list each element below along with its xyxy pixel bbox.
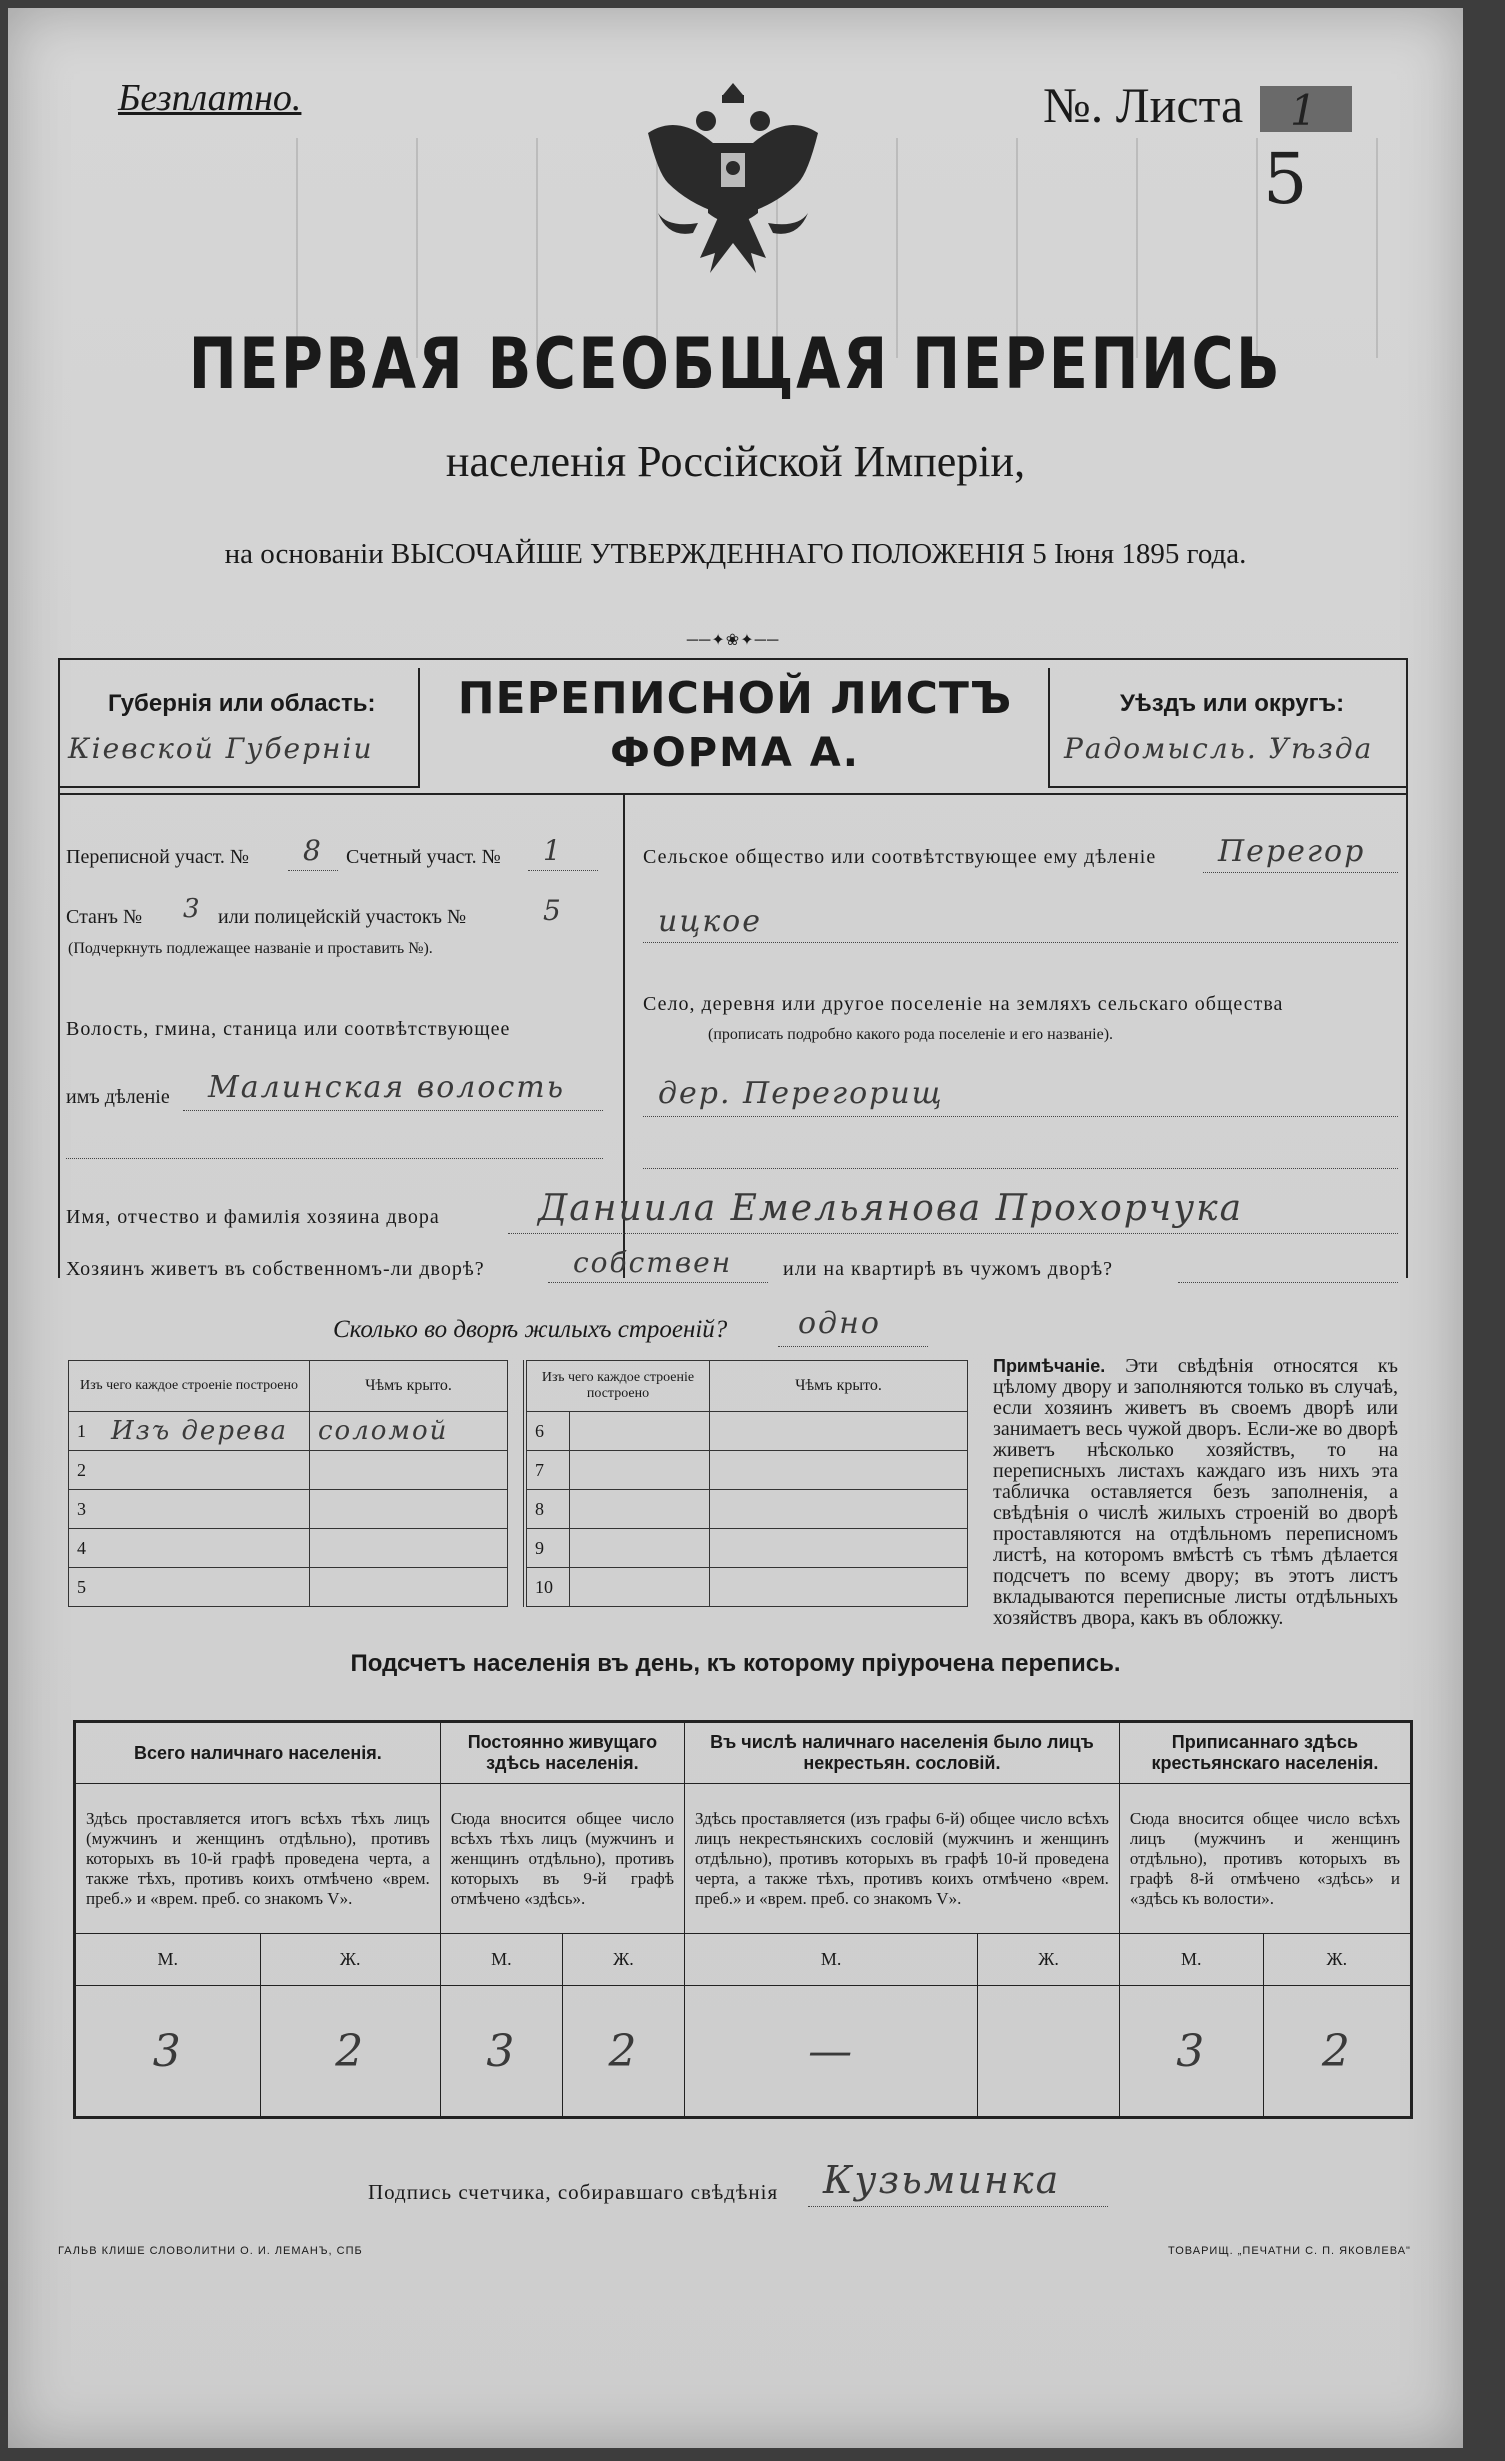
subtitle: населенія Россійской Имперіи, (445, 437, 1026, 486)
building-roof (310, 1568, 508, 1607)
owner-name-value: Даниила Емельянова Прохорчука (538, 1188, 1244, 1229)
count-area-line (528, 870, 598, 871)
eagle-emblem-icon (628, 63, 838, 293)
population-col-title: Приписаннаго здѣсь крестьянскаго населенія. (1119, 1722, 1411, 1784)
volost-line-1 (183, 1110, 603, 1111)
building-material (103, 1568, 310, 1607)
division-label: имъ дѣленіе (66, 1086, 170, 1108)
village-line-2 (643, 1168, 1398, 1169)
society-value-2: ицкое (658, 904, 762, 939)
buildings-table-right-header (525, 1361, 968, 1412)
ornament-divider: ──✦❀✦── (686, 632, 780, 649)
female-header: Ж. (1263, 1934, 1411, 1986)
count-area-label: Счетный участ. № (346, 846, 501, 868)
building-row-number: 3 (69, 1490, 104, 1529)
buildings-table-right (523, 1360, 968, 1607)
building-material (103, 1490, 310, 1529)
male-header: М. (75, 1934, 261, 1986)
footer-left: ГАЛЬВ КЛИШЕ СЛОВОЛИТНИ О. И. ЛЕМАНЪ, СПБ (58, 2245, 363, 2257)
basis-line: на основаніи ВЫСОЧАЙШЕ УТВЕРЖДЕННАГО ПОЛОЖЕНІЯ 5 Іюня 1895 года. (224, 538, 1247, 570)
population-desc-row (75, 1784, 1412, 1934)
male-header: М. (685, 1934, 978, 1986)
building-roof (310, 1529, 508, 1568)
census-sheet (8, 8, 1463, 2448)
frame-mid-h (58, 793, 1408, 795)
buildings-count-label: Сколько во дворѣ жилыхъ строеній? (333, 1316, 728, 1343)
population-title-row (75, 1722, 1412, 1784)
free-label: Безплатно. (118, 77, 302, 119)
population-value-row (75, 1986, 1412, 2118)
male-count: 3 (440, 1986, 562, 2118)
building-row (525, 1568, 968, 1607)
female-count (978, 1986, 1120, 2118)
population-col-title: Въ числѣ наличнаго населенія было лицъ некрестьян. сословій. (685, 1722, 1120, 1784)
building-material: Изъ дерева (103, 1412, 310, 1451)
population-col-title: Всего наличнаго населенія. (75, 1722, 441, 1784)
district-box (1048, 668, 1408, 788)
male-header: М. (1119, 1934, 1263, 1986)
population-col-desc: Здѣсь проставляется (изъ графы 6-й) общее число всѣхъ лицъ некрестьянскихъ сословій (мужчинъ и женщинъ отдѣльно), противъ которыхъ въ графѣ 10-й проведена черта, а также тѣхъ, противъ коихъ отмѣчено «врем. преб.» и «врем. преб. со знакомъ V». (685, 1784, 1120, 1934)
note-title: Примѣчаніе. (993, 1356, 1106, 1376)
col-roof-header: Чѣмъ крыто. (710, 1361, 968, 1412)
col-material-header: Изъ чего каждое строеніе построено (525, 1361, 710, 1412)
page-number: 5 (1263, 138, 1310, 220)
signature-value: Кузьминка (823, 2158, 1061, 2202)
form-name: ПЕРЕПИСНОЙ ЛИСТЪ (457, 673, 1013, 724)
census-area-value: 8 (303, 834, 323, 867)
building-row-number: 5 (69, 1568, 104, 1607)
population-table (73, 1720, 1413, 2119)
village-note: (прописать подробно какого рода поселеніе и его названіе). (708, 1026, 1114, 1043)
building-row (69, 1529, 508, 1568)
village-value: дер. Перегорищ (658, 1076, 944, 1111)
building-row-number: 9 (525, 1529, 570, 1568)
building-row-number: 4 (69, 1529, 104, 1568)
building-roof (310, 1490, 508, 1529)
female-header: Ж. (260, 1934, 440, 1986)
count-area-value: 1 (543, 834, 563, 867)
signature-label: Подпись счетчика, собиравшаго свѣдѣнія (368, 2180, 779, 2204)
district-label: Уѣздъ или округъ: (1120, 690, 1345, 717)
building-row (69, 1412, 508, 1451)
frame-top-left (58, 658, 1408, 660)
society-line-2 (643, 942, 1398, 943)
rent-line (1178, 1282, 1398, 1283)
buildings-note (993, 1356, 1398, 1629)
volost-label: Волость, гмина, станица или соотвѣтствующее (66, 1018, 511, 1040)
police-label: или полицейскій участокъ № (218, 906, 467, 928)
police-value: 5 (543, 894, 563, 927)
col-material-header: Изъ чего каждое строеніе построено (69, 1361, 310, 1412)
building-row (525, 1529, 968, 1568)
note-text: Эти свѣдѣнія относятся къ цѣлому двору и заполняются только въ случаѣ, если хозяинъ живетъ въ своемъ дворѣ или занимаетъ весь чужой дворъ. Если-же во дворѣ живетъ нѣсколько хозяйствъ, то на переписныхъ листахъ каждаго изъ нихъ эта табличка оставляется безъ заполненія, а свѣдѣнія о числѣ жилыхъ строеній во дворѣ проставляются на отдѣльномъ переписномъ листѣ, на которомъ вмѣстѣ съ тѣмъ дѣлается подсчетъ по всему двору; въ этотъ листъ вкладываются переписные листы отдѣльныхъ хозяйствъ двора, какъ въ обложку. (993, 1355, 1398, 1629)
female-count: 2 (1263, 1986, 1411, 2118)
female-header: Ж. (562, 1934, 684, 1986)
society-line-1 (1203, 872, 1398, 873)
building-row-number: 6 (525, 1412, 570, 1451)
own-yard-value: собствен (573, 1246, 733, 1279)
population-col-desc: Здѣсь проставляется итогъ всѣхъ тѣхъ лицъ (мужчинъ и женщинъ отдѣльно), противъ которыхъ въ 10-й графѣ проведена черта, а также тѣхъ, противъ коихъ отмѣчено «врем. преб.» и «врем. преб. со знакомъ V». (75, 1784, 441, 1934)
buildings-count-line (778, 1346, 928, 1347)
census-area-label: Переписной участ. № (66, 846, 250, 868)
building-row-number: 2 (69, 1451, 104, 1490)
buildings-table-left (68, 1360, 508, 1607)
building-row-number: 10 (525, 1568, 570, 1607)
building-row (69, 1451, 508, 1490)
province-box (58, 668, 420, 788)
building-roof (310, 1451, 508, 1490)
owner-name-line (508, 1233, 1398, 1234)
building-row-number: 7 (525, 1451, 570, 1490)
building-row-number: 1 (69, 1412, 104, 1451)
male-count: — (685, 1986, 978, 2118)
footer-right: ТОВАРИЩ. „ПЕЧАТНИ С. П. ЯКОВЛЕВА" (1168, 2245, 1411, 2257)
society-value-1: Перегор (1218, 834, 1366, 869)
main-title: ПЕРВАЯ ВСЕОБЩАЯ ПЕРЕПИСЬ (188, 323, 1283, 405)
volost-line-2 (66, 1158, 603, 1159)
own-yard-label: Хозяинъ живетъ въ собственномъ-ли дворѣ? (66, 1258, 485, 1280)
province-label: Губернія или область: (108, 690, 376, 717)
rent-label: или на квартирѣ въ чужомъ дворѣ? (783, 1258, 1114, 1280)
population-col-title: Постоянно живущаго здѣсь населенія. (440, 1722, 684, 1784)
stan-value: 3 (183, 894, 202, 924)
building-material (103, 1529, 310, 1568)
buildings-table-left-header (69, 1361, 508, 1412)
own-yard-line (548, 1282, 768, 1283)
village-label: Село, деревня или другое поселеніе на земляхъ сельскаго общества (643, 993, 1284, 1015)
census-area-line (288, 870, 338, 871)
male-count: 3 (75, 1986, 261, 2118)
col-roof-header: Чѣмъ крыто. (310, 1361, 508, 1412)
stan-label: Станъ № (66, 906, 143, 928)
sheet-number-label: №. Листа (1043, 77, 1244, 133)
male-header: М. (440, 1934, 562, 1986)
building-roof: соломой (310, 1412, 508, 1451)
form-type: ФОРМА А. (610, 730, 860, 776)
society-label: Сельское общество или соотвѣтствующее ему дѣленіе (643, 846, 1157, 868)
building-row-number: 8 (525, 1490, 570, 1529)
population-col-desc: Сюда вносится общее число всѣхъ тѣхъ лицъ (мужчинъ и женщинъ отдѣльно), противъ которыхъ въ 9-й графѣ отмѣчено «здѣсь». (440, 1784, 684, 1934)
signature-line (808, 2206, 1108, 2207)
female-count: 2 (260, 1986, 440, 2118)
village-line-1 (643, 1116, 1398, 1117)
building-row (525, 1490, 968, 1529)
province-value: Кіевской Губерніи (68, 732, 374, 765)
population-sex-row (75, 1934, 1412, 1986)
building-row (69, 1490, 508, 1529)
owner-name-label: Имя, отчество и фамилія хозяина двора (66, 1206, 440, 1228)
sheet-number-value: 1 (1290, 86, 1319, 135)
district-value: Радомысль. Уѣзда (1064, 732, 1374, 765)
volost-value: Малинская волость (208, 1070, 566, 1105)
population-heading: Подсчетъ населенія въ день, къ которому пріурочена перепись. (350, 1650, 1121, 1677)
building-row (525, 1451, 968, 1490)
female-header: Ж. (978, 1934, 1120, 1986)
female-count: 2 (562, 1986, 684, 2118)
buildings-count-value: одно (798, 1306, 881, 1341)
sheet-number-value-box (1260, 86, 1352, 135)
building-row (525, 1412, 968, 1451)
male-count: 3 (1119, 1986, 1263, 2118)
population-col-desc: Сюда вносится общее число всѣхъ лицъ (мужчинъ и женщинъ отдѣльно), противъ которыхъ въ графѣ 8-й отмѣчено «здѣсь» и «здѣсь къ волости». (1119, 1784, 1411, 1934)
building-row (69, 1568, 508, 1607)
stan-note: (Подчеркнуть подлежащее названіе и проставить №). (68, 940, 433, 957)
building-material (103, 1451, 310, 1490)
